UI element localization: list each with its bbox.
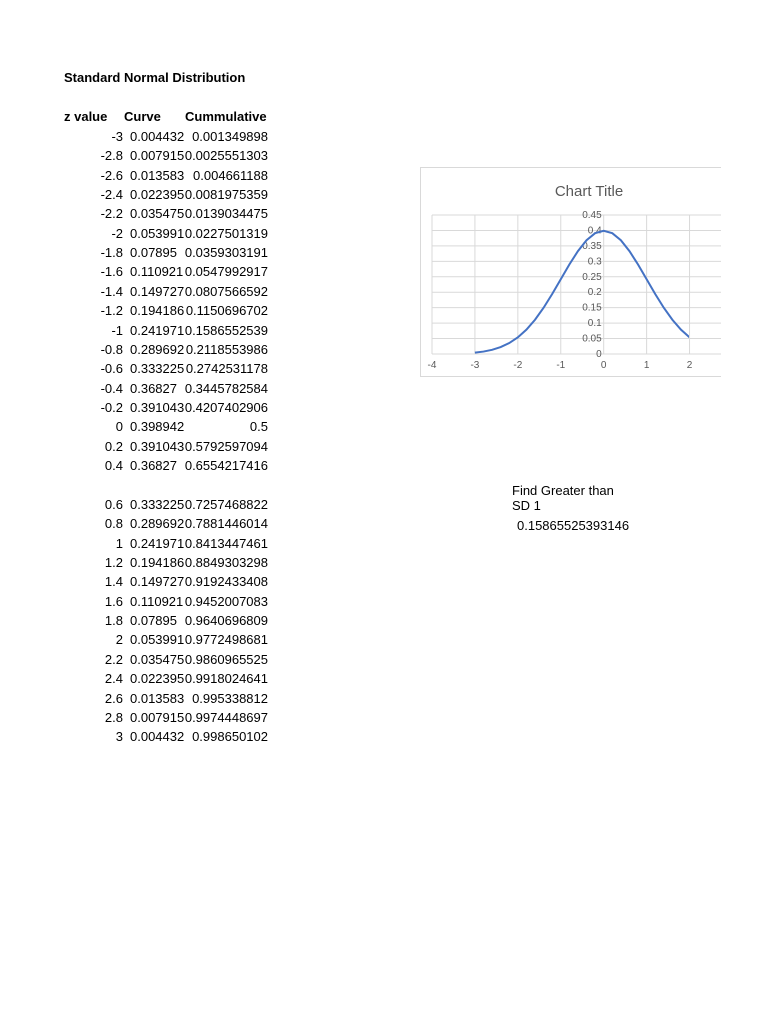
cell-curve: 0.194186 xyxy=(130,555,185,571)
cell-z-value: -2 xyxy=(111,225,123,241)
table-row xyxy=(0,516,300,535)
y-tick-label: 0.05 xyxy=(582,333,602,345)
cell-cumulative: 0.0547992917 xyxy=(184,264,268,280)
table-row xyxy=(0,419,300,438)
cell-curve: 0.149727 xyxy=(130,574,185,590)
y-tick-label: 0.4 xyxy=(587,225,602,237)
table-row xyxy=(0,536,300,555)
cell-cumulative: 0.0081975359 xyxy=(184,187,268,203)
cell-z-value: -0.6 xyxy=(100,361,123,377)
table-row xyxy=(0,400,300,419)
cell-z-value: -1.2 xyxy=(100,303,123,319)
table-row xyxy=(0,129,300,148)
x-tick-label: -1 xyxy=(556,360,566,371)
cell-curve: 0.07895 xyxy=(130,245,177,261)
cell-z-value: 0.2 xyxy=(104,438,123,454)
cell-z-value: 2.8 xyxy=(104,709,123,725)
chart-title: Chart Title xyxy=(554,183,624,200)
cell-cumulative: 0.0025551303 xyxy=(184,148,268,164)
cell-cumulative: 0.9974448697 xyxy=(184,709,268,725)
x-tick-label: -4 xyxy=(427,360,437,371)
y-tick-label: 0.3 xyxy=(587,256,602,268)
cell-curve: 0.333225 xyxy=(130,361,185,377)
cell-curve: 0.149727 xyxy=(130,283,185,299)
table-row xyxy=(0,594,300,613)
cell-cumulative: 0.9860965525 xyxy=(184,651,268,667)
table-row xyxy=(0,226,300,245)
table-row xyxy=(0,303,300,322)
cell-z-value: -1.6 xyxy=(100,264,123,280)
cell-curve: 0.391043 xyxy=(130,399,185,415)
cell-z-value: -1.8 xyxy=(100,245,123,261)
y-tick-label: 0.25 xyxy=(582,271,602,283)
x-tick-label: 1 xyxy=(643,360,650,371)
cell-cumulative: 0.0359303191 xyxy=(184,245,268,261)
y-tick-label: 0.15 xyxy=(582,302,602,314)
table-row xyxy=(0,284,300,303)
cell-z-value: -3 xyxy=(111,129,123,144)
y-tick-label: 0.1 xyxy=(587,318,602,330)
cell-z-value: 1.2 xyxy=(104,555,123,571)
cell-curve: 0.007915 xyxy=(130,148,185,164)
cell-curve: 0.36827 xyxy=(130,380,177,396)
x-tick-label: -2 xyxy=(513,360,523,371)
table-row xyxy=(0,381,300,400)
cell-cumulative: 0.004661188 xyxy=(193,167,268,183)
y-tick-label: 0.45 xyxy=(582,210,602,221)
cell-cumulative: 0.2742531178 xyxy=(185,361,268,377)
cell-z-value: -2.4 xyxy=(100,187,123,203)
cell-cumulative: 0.001349898 xyxy=(192,129,268,144)
cell-curve: 0.035475 xyxy=(130,651,185,667)
table-row xyxy=(0,187,300,206)
table-row xyxy=(0,652,300,671)
cell-curve: 0.004432 xyxy=(130,729,185,745)
cell-z-value: 1.4 xyxy=(104,574,123,590)
cell-z-value: 3 xyxy=(115,729,123,745)
cell-cumulative: 0.7881446014 xyxy=(184,516,268,532)
cell-curve: 0.007915 xyxy=(130,709,185,725)
cell-curve: 0.289692 xyxy=(130,341,185,357)
cell-cumulative: 0.0807566592 xyxy=(184,283,268,299)
x-tick-label: 2 xyxy=(686,360,693,371)
cell-curve: 0.013583 xyxy=(130,690,185,706)
x-tick-label: 0 xyxy=(600,360,607,371)
header-curve: Curve xyxy=(124,109,161,124)
y-tick-label: 0.2 xyxy=(587,287,602,299)
cell-curve: 0.194186 xyxy=(130,303,185,319)
cell-curve: 0.241971 xyxy=(130,322,185,338)
cell-z-value: 1.8 xyxy=(104,613,123,629)
table-row xyxy=(0,245,300,264)
cell-z-value: -2.6 xyxy=(100,167,123,183)
table-row xyxy=(0,555,300,574)
cell-cumulative: 0.1586552539 xyxy=(184,322,268,338)
table-row xyxy=(0,361,300,380)
cell-z-value: -0.2 xyxy=(100,399,123,415)
cell-curve: 0.241971 xyxy=(130,535,185,551)
cell-z-value: 1 xyxy=(115,535,123,551)
cell-curve: 0.022395 xyxy=(130,187,185,203)
cell-z-value: 0.8 xyxy=(104,516,123,532)
cell-z-value: 0 xyxy=(115,419,123,435)
cell-cumulative: 0.5792597094 xyxy=(184,438,268,454)
cell-curve: 0.110921 xyxy=(130,264,184,280)
cell-curve: 0.07895 xyxy=(130,613,177,629)
cell-z-value: 2.2 xyxy=(104,651,123,667)
cell-z-value: -2.2 xyxy=(100,206,123,222)
cell-cumulative: 0.0227501319 xyxy=(184,225,268,241)
cell-z-value: 2 xyxy=(115,632,123,648)
cell-cumulative: 0.8413447461 xyxy=(184,535,268,551)
cell-cumulative: 0.9192433408 xyxy=(184,574,268,590)
cell-curve: 0.053991 xyxy=(130,225,185,241)
table-row xyxy=(0,729,300,748)
cell-z-value: 0.6 xyxy=(104,497,123,512)
cell-curve: 0.110921 xyxy=(130,593,184,609)
cell-z-value: 2.4 xyxy=(104,671,123,687)
note-label-line2: SD 1 xyxy=(512,498,541,513)
header-z-value: z value xyxy=(64,109,108,124)
cell-z-value: -1.4 xyxy=(100,283,123,299)
cell-cumulative: 0.5 xyxy=(249,419,268,435)
cell-curve: 0.333225 xyxy=(130,497,185,512)
table-row xyxy=(0,613,300,632)
cell-z-value: -0.8 xyxy=(100,341,123,357)
table-row xyxy=(0,632,300,651)
x-tick-label: -3 xyxy=(470,360,480,371)
cell-cumulative: 0.7257468822 xyxy=(184,497,268,512)
table-row xyxy=(0,691,300,710)
table-row xyxy=(0,574,300,593)
cell-z-value: -2.8 xyxy=(100,148,123,164)
table-row xyxy=(0,439,300,458)
cell-curve: 0.004432 xyxy=(130,129,185,144)
table-row xyxy=(0,710,300,729)
table-row xyxy=(0,671,300,690)
cell-cumulative: 0.6554217416 xyxy=(184,457,268,473)
table-row xyxy=(0,168,300,187)
cell-curve: 0.053991 xyxy=(130,632,185,648)
normal-curve-chart xyxy=(420,167,721,377)
cell-curve: 0.035475 xyxy=(130,206,185,222)
cell-cumulative: 0.4207402906 xyxy=(184,399,268,415)
table-row xyxy=(0,497,300,516)
cell-curve: 0.398942 xyxy=(130,419,185,435)
cell-cumulative: 0.2118553986 xyxy=(185,341,268,357)
cell-z-value: -1 xyxy=(111,322,123,338)
cell-curve: 0.36827 xyxy=(130,457,177,473)
cell-cumulative: 0.8849303298 xyxy=(184,555,268,571)
table-row xyxy=(0,264,300,283)
cell-curve: 0.289692 xyxy=(130,516,185,532)
cell-z-value: 0.4 xyxy=(104,457,123,473)
cell-z-value: 1.6 xyxy=(104,593,123,609)
cell-cumulative: 0.9772498681 xyxy=(184,632,268,648)
cell-cumulative: 0.995338812 xyxy=(192,690,268,706)
table-row xyxy=(0,148,300,167)
cell-cumulative: 0.9452007083 xyxy=(184,593,268,609)
cell-cumulative: 0.3445782584 xyxy=(184,380,268,396)
cell-curve: 0.013583 xyxy=(130,167,185,183)
cell-curve: 0.022395 xyxy=(130,671,185,687)
cell-z-value: -0.4 xyxy=(100,380,123,396)
table-row xyxy=(0,323,300,342)
note-result-value: 0.15865525393146 xyxy=(517,518,630,533)
cell-cumulative: 0.9640696809 xyxy=(184,613,268,629)
cell-cumulative: 0.998650102 xyxy=(192,729,268,745)
cell-curve: 0.391043 xyxy=(130,438,185,454)
header-cumulative: Cummulative xyxy=(185,109,267,124)
cell-cumulative: 0.9918024641 xyxy=(184,671,268,687)
table-row xyxy=(0,458,300,477)
cell-cumulative: 0.0139034475 xyxy=(184,206,268,222)
y-tick-label: 0.35 xyxy=(582,240,602,252)
note-label-line1: Find Greater than xyxy=(512,483,614,498)
table-row xyxy=(0,342,300,361)
table-row xyxy=(0,206,300,225)
y-tick-label: 0 xyxy=(596,349,602,360)
cell-z-value: 2.6 xyxy=(104,690,123,706)
page-title: Standard Normal Distribution xyxy=(64,70,246,85)
cell-cumulative: 0.1150696702 xyxy=(185,303,268,319)
